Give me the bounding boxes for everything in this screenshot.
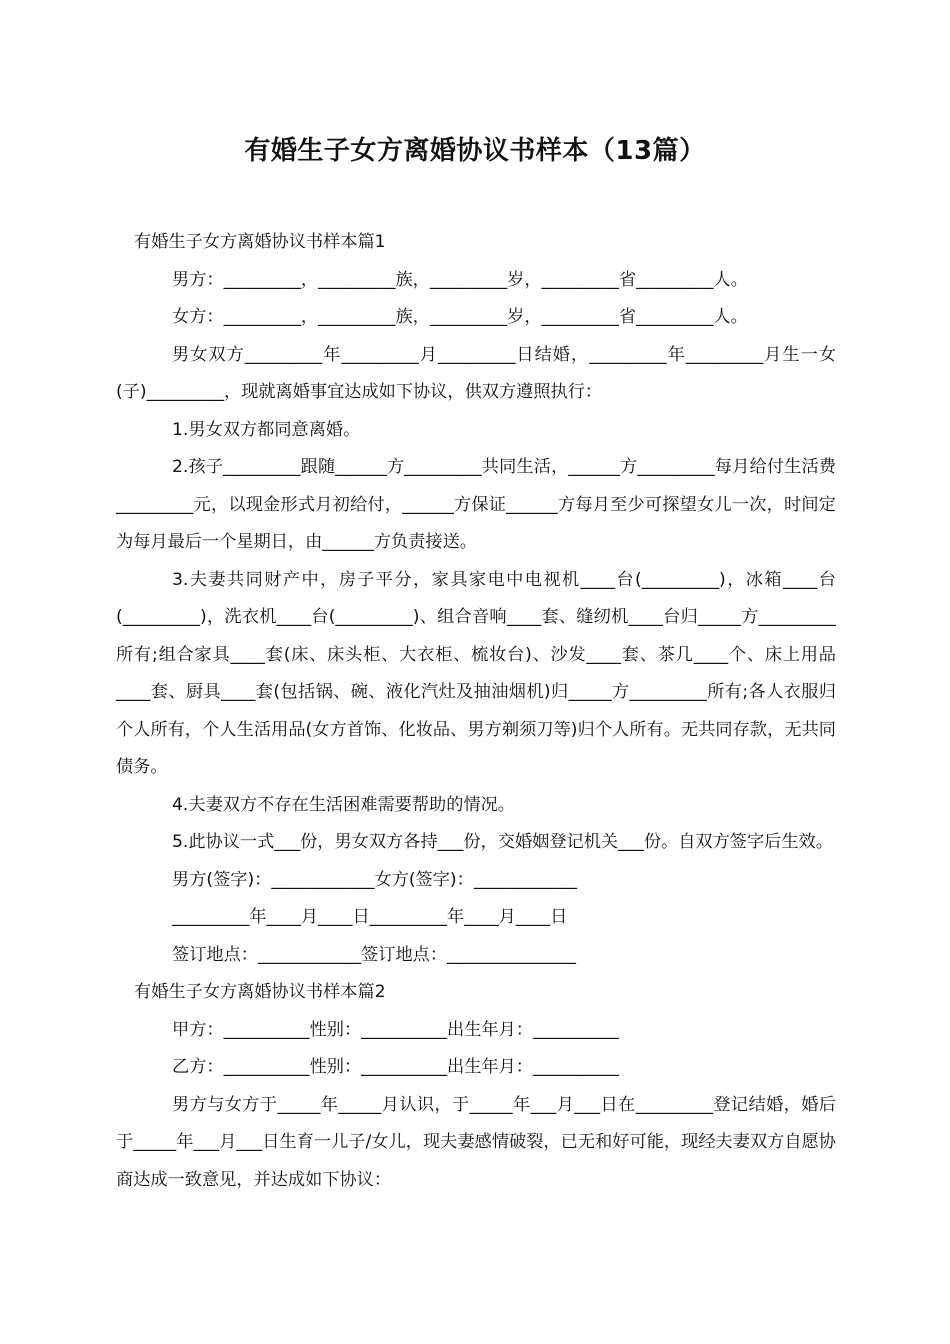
- signature-date-line: _________年____月____日_________年____月____日: [172, 907, 568, 927]
- party-b-line: 乙方：__________性别：__________出生年月：__________: [172, 1057, 619, 1077]
- clause-5: 5.此协议一式___份，男女双方各持___份，交婚姻登记机关___份。自双方签字后生效。: [172, 832, 833, 852]
- section-2-intro-paragraph: 男方与女方于_____年_____月认识，于_____年___月___日在_________登记结婚，婚后于_____年___月___日生育一儿子/女儿，现夫妻感情破裂，已无和好可能，现经夫妻双方自愿协商达成一致意见，并达成如下协议：: [116, 1094, 836, 1190]
- signature-line: 男方(签字)：____________女方(签字)：____________: [172, 869, 577, 890]
- signing-place-line: 签订地点：____________签订地点：_______________: [172, 944, 576, 965]
- clause-1: 1.男女双方都同意离婚。: [172, 419, 361, 440]
- clause-2: 2.孩子_________跟随______方_________共同生活，______方_________每月给付生活费_________元，以现金形式月初给付，______方保证______方每月至少可探望女儿一次，时间定为每月最后一个星期日，由______方负责接送。: [116, 457, 836, 552]
- clause-4: 4.夫妻双方不存在生活困难需要帮助的情况。: [172, 794, 515, 815]
- section-heading-1: 有婚生子女方离婚协议书样本篇1: [134, 232, 386, 252]
- clause-3: 3.夫妻共同财产中，房子平分，家具家电中电视机____台(_________)，冰箱____台(_________)，洗衣机____台(_________)、组合音响____套、缝纫机____台归_____方_________所有;组合家具____套(床、床头柜、大衣柜、梳妆台)、沙发____套、茶几____个、床上用品____套、厨具____套(包括锅、碗、液化汽灶及抽油烟机)归_____方_________所有;各人衣服归个人所有，个人生活用品(女方首饰、化妆品、男方剃须刀等)归个人所有。无共同存款，无共同债务。: [116, 569, 836, 777]
- document-title: 有婚生子女方离婚协议书样本（13篇）: [244, 136, 706, 166]
- party-a-line: 甲方：__________性别：__________出生年月：__________: [172, 1019, 619, 1040]
- document-body: [116, 224, 836, 1199]
- female-party-line: 女方：_________，_________族，_________岁，_________省_________人。: [172, 307, 748, 327]
- male-party-line: 男方：_________，_________族，_________岁，_________省_________人。: [172, 269, 748, 290]
- marriage-intro-paragraph: 男女双方_________年_________月_________日结婚，_________年_________月生一女(子)_________，现就离婚事宜达成如下协议，供双方遵照执行：: [116, 344, 836, 402]
- section-heading-2: 有婚生子女方离婚协议书样本篇2: [134, 982, 386, 1002]
